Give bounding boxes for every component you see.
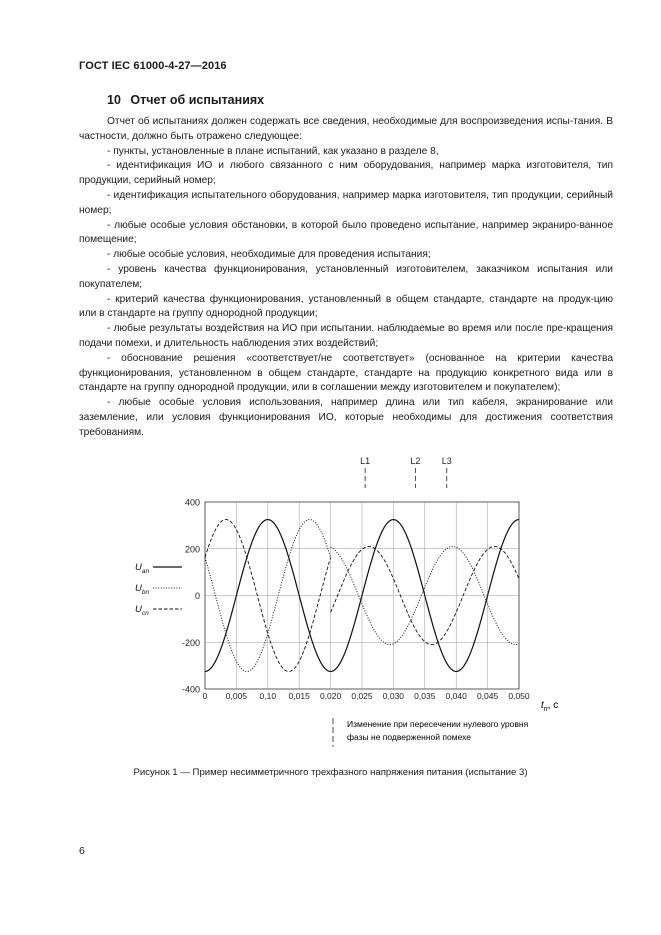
x-tick-label: 0,025	[351, 691, 373, 701]
marker-label: L1	[360, 456, 371, 466]
voltage-chart	[0, 450, 661, 780]
marker-label: L2	[410, 456, 421, 466]
list-item: - любые особые условия, необходимые для проведения испытания;	[107, 249, 431, 261]
phase-markers	[360, 456, 452, 488]
annotation-line1: Изменение при пересечении нулевого уровня	[347, 719, 529, 729]
x-tick-label: 0	[202, 691, 208, 701]
axis-ticks	[182, 498, 530, 702]
x-tick-label: 0,040	[445, 691, 467, 701]
page-number: 6	[79, 845, 85, 857]
body-text	[79, 115, 613, 441]
list-item: - любые особые условия использования, например длина или тип кабеля, экранирование или заземление, или условия функционирования ИО, которые необходимы для достижения соответствия требованиям.	[79, 397, 613, 438]
y-tick-label: 200	[184, 544, 200, 555]
list-item: - пункты, установленные в плане испытаний, как указано в разделе 8,	[107, 145, 439, 157]
legend-label: $U_{bn}$	[135, 583, 150, 596]
paragraph: Отчет об испытаниях должен содержать все сведения, необходимые для воспроизведения испы-тания. В частности, должно быть отражено следующее:	[79, 116, 613, 142]
x-tick-label: 0,020	[319, 691, 342, 701]
x-tick-label: 0,045	[476, 691, 499, 701]
marker-label: L3	[441, 456, 452, 466]
list-item: - любые результаты воздействия на ИО при испытании. наблюдаемые во время или после пре-кращения подачи помехи, и длительность наблюдения этих воздействий;	[79, 323, 613, 349]
x-axis-label: $t_п$, с	[541, 700, 559, 713]
x-tick-label: 0,050	[508, 691, 530, 701]
list-item: - критерий качества функционирования, установленный в общем стандарте, стандарте на продук-цию или в стандарте на группу однородной продукции;	[79, 293, 613, 320]
standard-header: ГОСТ IEC 61000-4-27—2016	[79, 60, 227, 72]
figure-caption: Рисунок 1 — Пример несимметричного трехфазного напряжения питания (испытание 3)	[133, 767, 528, 778]
annotation-line2: фазы не подверженной помехе	[347, 732, 471, 742]
y-tick-label: 0	[194, 591, 200, 601]
list-item: - уровень качества функционирования, установленный изготовителем, заказчиком испытания или покупателем;	[79, 263, 613, 290]
legend	[135, 562, 182, 617]
legend-label: $U_{cn}$	[135, 604, 149, 617]
list-item: - идентификация испытательного оборудования, например марка изготовителя, тип продукции, серийный номер;	[79, 189, 613, 216]
section-title	[107, 93, 264, 107]
figure	[0, 450, 661, 780]
y-tick-label: 400	[184, 497, 200, 508]
x-tick-label: 0,015	[288, 691, 310, 701]
x-tick-label: 0,005	[225, 691, 248, 701]
section-number: 10	[107, 93, 121, 107]
list-item: - обоснование решения «соответствует/не соответствует» (основанное на критерии качества функционирования, установленном в общем стандарте, стандарте на продукцию конкретного вида или в стандарте на группу однородной продукции, или в соглашении между изготовителем и покупателем);	[79, 352, 613, 394]
legend-label: $U_{an}$	[135, 562, 150, 575]
x-tick-label: 0,030	[382, 691, 405, 701]
y-tick-label: -200	[181, 637, 200, 648]
list-item: - идентификация ИО и любого связанного с ним оборудования, например марка изготовителя, тип продукции, серийный номер;	[79, 160, 613, 187]
list-item: - любые особые условия обстановки, в которой было проведено испытание, например экраниро-ванное помещение;	[79, 219, 613, 246]
x-tick-label: 0,035	[414, 691, 436, 701]
x-tick-label: 0,10	[259, 691, 277, 701]
y-tick-label: -400	[181, 684, 200, 695]
section-title-text: Отчет об испытаниях	[130, 93, 265, 107]
